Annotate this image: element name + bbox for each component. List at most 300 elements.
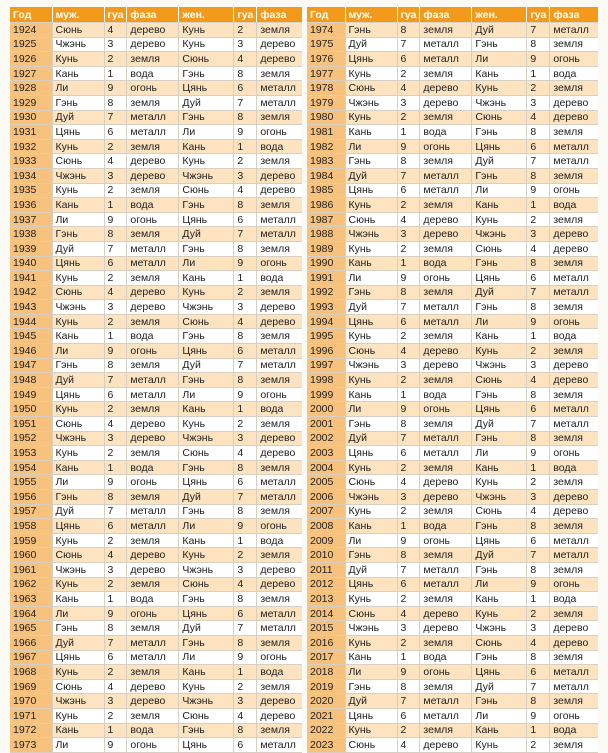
header-year: Год [10, 7, 52, 23]
male-phase-cell: дерево [127, 37, 179, 52]
male-phase-cell: вода [420, 256, 472, 271]
male-phase-cell: вода [127, 198, 179, 213]
male-phase-cell: металл [127, 635, 179, 650]
female-phase-cell: металл [550, 548, 598, 563]
table-row [307, 300, 598, 315]
female-gua-cell: 1 [527, 592, 550, 607]
male-phase-cell: дерево [420, 212, 472, 227]
male-gua-cell: 6 [104, 256, 127, 271]
year-cell: 1924 [10, 23, 52, 38]
female-trigram-cell: Сюнь [472, 373, 527, 388]
male-phase-cell: земля [127, 402, 179, 417]
table-row [10, 665, 302, 680]
female-trigram-cell: Кань [472, 592, 527, 607]
female-trigram-cell: Гэнь [179, 504, 234, 519]
male-phase-cell: огонь [127, 212, 179, 227]
male-phase-cell: земля [420, 110, 472, 125]
female-trigram-cell: Чжэнь [472, 95, 527, 110]
table-row [10, 519, 302, 534]
male-gua-cell: 8 [397, 285, 420, 300]
male-gua-cell: 3 [104, 431, 127, 446]
table-row [10, 139, 302, 154]
female-gua-cell: 1 [234, 533, 257, 548]
female-trigram-cell: Кунь [472, 81, 527, 96]
female-trigram-cell: Ли [472, 183, 527, 198]
female-trigram-cell: Чжэнь [472, 227, 527, 242]
year-cell: 1946 [10, 344, 52, 359]
male-phase-cell: огонь [420, 139, 472, 154]
female-phase-cell: дерево [550, 373, 598, 388]
female-gua-cell: 2 [527, 606, 550, 621]
table-row [10, 475, 302, 490]
female-gua-cell: 2 [234, 23, 257, 38]
male-gua-cell: 2 [397, 592, 420, 607]
male-gua-cell: 2 [397, 504, 420, 519]
male-trigram-cell: Цянь [345, 314, 397, 329]
male-gua-cell: 3 [397, 358, 420, 373]
male-trigram-cell: Гэнь [345, 417, 397, 432]
female-phase-cell: дерево [550, 241, 598, 256]
year-cell: 2017 [307, 650, 345, 665]
male-phase-cell: земля [420, 329, 472, 344]
female-phase-cell: земля [550, 125, 598, 140]
year-cell: 1968 [10, 665, 52, 680]
male-phase-cell: огонь [420, 533, 472, 548]
female-trigram-cell: Гэнь [472, 125, 527, 140]
male-phase-cell: металл [420, 446, 472, 461]
male-gua-cell: 2 [104, 708, 127, 723]
male-trigram-cell: Кунь [52, 577, 104, 592]
male-gua-cell: 2 [104, 183, 127, 198]
female-gua-cell: 2 [234, 679, 257, 694]
year-cell: 1931 [10, 125, 52, 140]
male-phase-cell: металл [420, 562, 472, 577]
male-phase-cell: дерево [420, 227, 472, 242]
year-cell: 2022 [307, 723, 345, 738]
header-male-gua: гуа [397, 7, 420, 23]
male-gua-cell: 8 [104, 95, 127, 110]
female-trigram-cell: Дуй [179, 227, 234, 242]
male-trigram-cell: Ли [52, 344, 104, 359]
header-male: муж. [345, 7, 397, 23]
year-cell: 1938 [10, 227, 52, 242]
male-gua-cell: 4 [397, 81, 420, 96]
table-row [307, 460, 598, 475]
year-cell: 1967 [10, 650, 52, 665]
year-cell: 1945 [10, 329, 52, 344]
male-gua-cell: 8 [397, 548, 420, 563]
female-phase-cell: земля [550, 606, 598, 621]
male-phase-cell: земля [420, 241, 472, 256]
male-gua-cell: 6 [397, 446, 420, 461]
male-trigram-cell: Цянь [345, 577, 397, 592]
male-phase-cell: дерево [420, 621, 472, 636]
male-phase-cell: земля [127, 358, 179, 373]
female-phase-cell: земля [550, 300, 598, 315]
year-cell: 2014 [307, 606, 345, 621]
female-trigram-cell: Дуй [472, 23, 527, 38]
female-gua-cell: 2 [234, 154, 257, 169]
male-phase-cell: огонь [127, 606, 179, 621]
table-row [307, 110, 598, 125]
table-row [10, 504, 302, 519]
male-phase-cell: земля [420, 592, 472, 607]
female-phase-cell: металл [257, 738, 302, 753]
table-row [10, 592, 302, 607]
female-trigram-cell: Гэнь [472, 519, 527, 534]
female-trigram-cell: Гэнь [179, 198, 234, 213]
male-phase-cell: земля [420, 285, 472, 300]
male-phase-cell: земля [127, 314, 179, 329]
table-row [10, 606, 302, 621]
table-row [10, 344, 302, 359]
female-phase-cell: дерево [550, 227, 598, 242]
male-phase-cell: огонь [127, 81, 179, 96]
female-phase-cell: металл [550, 271, 598, 286]
table-row [10, 66, 302, 81]
year-cell: 1987 [307, 212, 345, 227]
female-trigram-cell: Гэнь [472, 694, 527, 709]
male-phase-cell: металл [127, 256, 179, 271]
male-trigram-cell: Кунь [345, 66, 397, 81]
male-trigram-cell: Дуй [345, 300, 397, 315]
year-cell: 2001 [307, 417, 345, 432]
female-gua-cell: 7 [234, 227, 257, 242]
female-trigram-cell: Кунь [179, 417, 234, 432]
female-phase-cell: дерево [257, 314, 302, 329]
year-cell: 2008 [307, 519, 345, 534]
table-row [307, 329, 598, 344]
female-trigram-cell: Дуй [472, 154, 527, 169]
male-phase-cell: земля [127, 183, 179, 198]
year-cell: 2002 [307, 431, 345, 446]
year-cell: 1956 [10, 490, 52, 505]
table-row [307, 314, 598, 329]
table-row [307, 241, 598, 256]
female-gua-cell: 2 [527, 475, 550, 490]
female-gua-cell: 3 [234, 300, 257, 315]
female-trigram-cell: Цянь [472, 665, 527, 680]
male-phase-cell: земля [127, 490, 179, 505]
year-cell: 1969 [10, 679, 52, 694]
female-gua-cell: 6 [234, 475, 257, 490]
male-trigram-cell: Сюнь [52, 154, 104, 169]
year-cell: 1949 [10, 387, 52, 402]
female-phase-cell: дерево [257, 708, 302, 723]
male-gua-cell: 6 [397, 314, 420, 329]
female-phase-cell: огонь [550, 446, 598, 461]
female-trigram-cell: Чжэнь [179, 168, 234, 183]
male-trigram-cell: Кань [345, 125, 397, 140]
female-trigram-cell: Сюнь [179, 708, 234, 723]
table-row [307, 198, 598, 213]
female-gua-cell: 4 [527, 373, 550, 388]
female-trigram-cell: Гэнь [179, 110, 234, 125]
table-row [10, 168, 302, 183]
year-cell: 2019 [307, 679, 345, 694]
female-trigram-cell: Гэнь [472, 431, 527, 446]
year-cell: 1964 [10, 606, 52, 621]
female-phase-cell: вода [257, 271, 302, 286]
table-row [307, 592, 598, 607]
header-female-phase: фаза [257, 7, 302, 23]
female-phase-cell: вода [550, 329, 598, 344]
female-trigram-cell: Кань [179, 139, 234, 154]
male-gua-cell: 9 [104, 344, 127, 359]
male-trigram-cell: Ли [52, 738, 104, 753]
female-gua-cell: 7 [234, 490, 257, 505]
year-cell: 2004 [307, 460, 345, 475]
female-trigram-cell: Гэнь [179, 592, 234, 607]
female-trigram-cell: Цянь [472, 533, 527, 548]
male-trigram-cell: Кунь [345, 329, 397, 344]
female-phase-cell: металл [257, 358, 302, 373]
female-trigram-cell: Кань [179, 665, 234, 680]
table-row [307, 665, 598, 680]
female-phase-cell: земля [257, 460, 302, 475]
female-trigram-cell: Гэнь [472, 562, 527, 577]
female-trigram-cell: Ли [179, 256, 234, 271]
female-trigram-cell: Ли [179, 125, 234, 140]
female-phase-cell: земля [257, 504, 302, 519]
male-phase-cell: земля [420, 154, 472, 169]
female-phase-cell: земля [257, 548, 302, 563]
female-gua-cell: 8 [527, 562, 550, 577]
female-gua-cell: 6 [234, 81, 257, 96]
header-row [10, 7, 302, 23]
table-row [307, 548, 598, 563]
male-trigram-cell: Ли [52, 212, 104, 227]
male-trigram-cell: Гэнь [52, 621, 104, 636]
male-phase-cell: огонь [127, 475, 179, 490]
male-gua-cell: 7 [397, 562, 420, 577]
female-trigram-cell: Кунь [472, 738, 527, 753]
female-phase-cell: земля [550, 431, 598, 446]
male-phase-cell: дерево [127, 417, 179, 432]
male-gua-cell: 2 [397, 723, 420, 738]
female-phase-cell: дерево [550, 95, 598, 110]
female-gua-cell: 4 [527, 504, 550, 519]
female-phase-cell: дерево [550, 358, 598, 373]
male-gua-cell: 7 [397, 168, 420, 183]
table-row [307, 81, 598, 96]
female-phase-cell: земля [257, 723, 302, 738]
year-cell: 1970 [10, 694, 52, 709]
male-phase-cell: дерево [127, 300, 179, 315]
female-trigram-cell: Гэнь [179, 723, 234, 738]
female-phase-cell: земля [550, 694, 598, 709]
female-trigram-cell: Цянь [179, 81, 234, 96]
table-row [10, 183, 302, 198]
female-trigram-cell: Дуй [179, 95, 234, 110]
male-phase-cell: дерево [420, 81, 472, 96]
female-trigram-cell: Ли [472, 52, 527, 67]
table-row [10, 417, 302, 432]
female-gua-cell: 8 [527, 431, 550, 446]
female-gua-cell: 6 [527, 139, 550, 154]
female-trigram-cell: Чжэнь [179, 431, 234, 446]
male-trigram-cell: Кань [52, 198, 104, 213]
female-gua-cell: 1 [234, 402, 257, 417]
female-trigram-cell: Сюнь [179, 52, 234, 67]
table-row [307, 227, 598, 242]
female-trigram-cell: Кунь [179, 548, 234, 563]
female-phase-cell: металл [550, 402, 598, 417]
male-trigram-cell: Сюнь [345, 475, 397, 490]
table-row [307, 635, 598, 650]
female-gua-cell: 7 [234, 621, 257, 636]
table-row [307, 533, 598, 548]
year-cell: 1988 [307, 227, 345, 242]
table-row [10, 402, 302, 417]
year-cell: 1940 [10, 256, 52, 271]
male-gua-cell: 3 [397, 95, 420, 110]
male-gua-cell: 6 [104, 387, 127, 402]
male-trigram-cell: Чжэнь [52, 37, 104, 52]
female-gua-cell: 9 [527, 52, 550, 67]
table-row [307, 562, 598, 577]
female-trigram-cell: Сюнь [472, 110, 527, 125]
male-phase-cell: вода [127, 329, 179, 344]
female-trigram-cell: Кань [472, 723, 527, 738]
year-cell: 1958 [10, 519, 52, 534]
male-trigram-cell: Сюнь [345, 81, 397, 96]
male-trigram-cell: Ли [345, 533, 397, 548]
female-trigram-cell: Цянь [179, 475, 234, 490]
female-gua-cell: 6 [234, 606, 257, 621]
year-cell: 1935 [10, 183, 52, 198]
male-phase-cell: вода [420, 519, 472, 534]
year-cell: 2011 [307, 562, 345, 577]
female-trigram-cell: Кань [179, 533, 234, 548]
female-phase-cell: вода [550, 66, 598, 81]
table-row [10, 431, 302, 446]
male-phase-cell: земля [127, 446, 179, 461]
female-trigram-cell: Дуй [179, 621, 234, 636]
male-trigram-cell: Гэнь [345, 285, 397, 300]
male-phase-cell: дерево [420, 475, 472, 490]
female-gua-cell: 9 [527, 183, 550, 198]
male-trigram-cell: Чжэнь [345, 227, 397, 242]
male-trigram-cell: Чжэнь [345, 95, 397, 110]
female-gua-cell: 8 [527, 694, 550, 709]
year-cell: 1977 [307, 66, 345, 81]
male-trigram-cell: Чжэнь [52, 562, 104, 577]
male-trigram-cell: Дуй [52, 373, 104, 388]
header-male-phase: фаза [420, 7, 472, 23]
female-trigram-cell: Ли [472, 314, 527, 329]
male-gua-cell: 6 [397, 577, 420, 592]
female-trigram-cell: Кунь [179, 285, 234, 300]
male-gua-cell: 4 [397, 344, 420, 359]
male-gua-cell: 8 [397, 154, 420, 169]
female-trigram-cell: Чжэнь [472, 621, 527, 636]
gua-table-right [307, 7, 598, 753]
year-cell: 2012 [307, 577, 345, 592]
male-phase-cell: земля [420, 723, 472, 738]
male-gua-cell: 2 [104, 139, 127, 154]
year-cell: 1960 [10, 548, 52, 563]
female-phase-cell: огонь [550, 52, 598, 67]
female-gua-cell: 9 [234, 387, 257, 402]
female-gua-cell: 9 [234, 256, 257, 271]
table-row [10, 300, 302, 315]
table-row [10, 23, 302, 38]
male-gua-cell: 2 [104, 533, 127, 548]
left-table-body [10, 23, 302, 753]
header-female-phase: фаза [550, 7, 598, 23]
female-gua-cell: 4 [234, 183, 257, 198]
male-trigram-cell: Дуй [345, 168, 397, 183]
year-cell: 1934 [10, 168, 52, 183]
male-trigram-cell: Кунь [52, 402, 104, 417]
female-trigram-cell: Ли [472, 446, 527, 461]
female-gua-cell: 8 [234, 592, 257, 607]
male-gua-cell: 3 [104, 37, 127, 52]
table-row [307, 446, 598, 461]
female-phase-cell: металл [550, 533, 598, 548]
year-cell: 1943 [10, 300, 52, 315]
table-row [307, 183, 598, 198]
table-row [10, 577, 302, 592]
female-gua-cell: 1 [527, 723, 550, 738]
female-trigram-cell: Кунь [179, 37, 234, 52]
male-phase-cell: металл [420, 300, 472, 315]
male-trigram-cell: Гэнь [345, 548, 397, 563]
female-phase-cell: земля [257, 154, 302, 169]
female-trigram-cell: Гэнь [179, 329, 234, 344]
male-trigram-cell: Кань [345, 256, 397, 271]
year-cell: 1927 [10, 66, 52, 81]
year-cell: 1937 [10, 212, 52, 227]
year-cell: 1986 [307, 198, 345, 213]
male-gua-cell: 1 [397, 125, 420, 140]
table-row [307, 271, 598, 286]
gua-table-left [10, 7, 302, 753]
female-trigram-cell: Чжэнь [179, 562, 234, 577]
male-gua-cell: 9 [397, 271, 420, 286]
male-phase-cell: земля [420, 548, 472, 563]
year-cell: 2018 [307, 665, 345, 680]
year-cell: 1951 [10, 417, 52, 432]
female-phase-cell: металл [257, 475, 302, 490]
female-gua-cell: 8 [527, 37, 550, 52]
year-cell: 1929 [10, 95, 52, 110]
female-phase-cell: дерево [257, 562, 302, 577]
male-phase-cell: вода [127, 723, 179, 738]
table-row [307, 606, 598, 621]
year-cell: 1963 [10, 592, 52, 607]
female-phase-cell: земля [550, 168, 598, 183]
header-female: жен. [472, 7, 527, 23]
table-row [10, 227, 302, 242]
male-trigram-cell: Сюнь [52, 548, 104, 563]
female-gua-cell: 8 [527, 168, 550, 183]
female-gua-cell: 6 [234, 212, 257, 227]
female-gua-cell: 3 [234, 431, 257, 446]
table-row [10, 533, 302, 548]
female-trigram-cell: Цянь [472, 271, 527, 286]
male-trigram-cell: Чжэнь [52, 694, 104, 709]
female-phase-cell: дерево [550, 504, 598, 519]
female-phase-cell: земля [550, 387, 598, 402]
female-trigram-cell: Гэнь [179, 460, 234, 475]
male-trigram-cell: Кунь [345, 723, 397, 738]
year-cell: 1953 [10, 446, 52, 461]
male-gua-cell: 4 [397, 738, 420, 753]
female-trigram-cell: Ли [179, 650, 234, 665]
female-phase-cell: дерево [550, 635, 598, 650]
